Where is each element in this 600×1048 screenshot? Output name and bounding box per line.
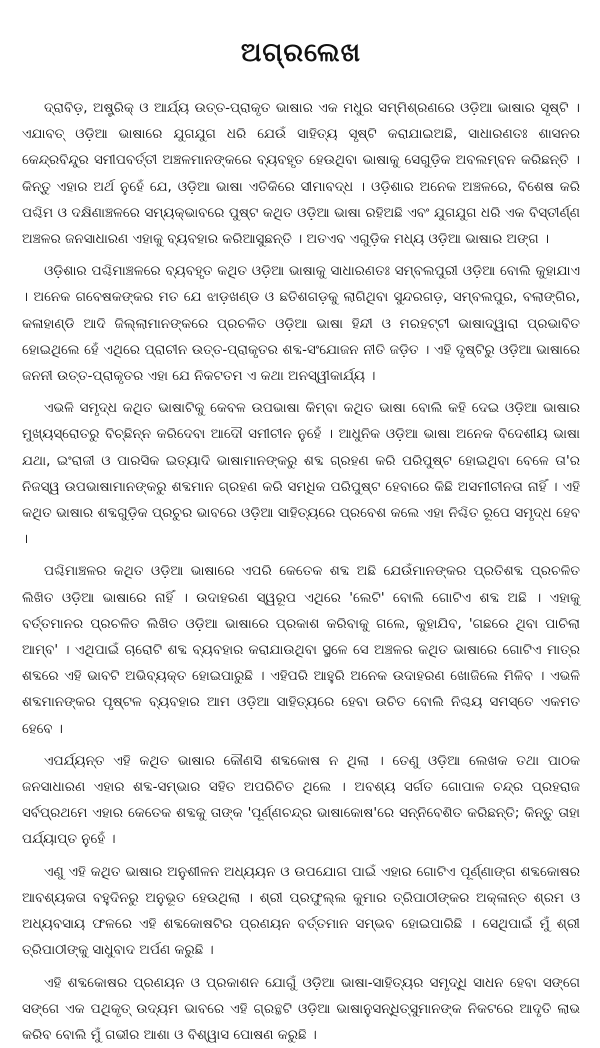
paragraph: ଏହି ଶବ୍ଦକୋଷର ପ୍ରଣୟନ ଓ ପ୍ରକାଶନ ଯୋଗୁଁ ଓଡ଼ିଆ ଭାଷା-ସାହିତ୍ୟର ସମୃଦ୍ଧି ସାଧନ ହେବା ସଙ୍ଗେ ସଙ୍ଗେ ଏକ ପଥିକୃତ୍ ଉଦ୍ୟମ ଭାବରେ ଏହି ଗ୍ରନ୍ଥଟି ଓଡ଼ିଆ ଭାଷାନୁସନ୍ଧିତ୍ସୁମାନଙ୍କ ନିକଟରେ ଆଦୃତି ଲାଭ କରିବ ବୋଲି ମୁଁ ଗଭୀର ଆଶା ଓ ବିଶ୍ୱାସ ପୋଷଣ କରୁଛି । [22, 970, 580, 1048]
paragraph: ପଶ୍ଚିମାଞ୍ଚଳର କଥିତ ଓଡ଼ିଆ ଭାଷାରେ ଏପରି କେତେକ ଶବ୍ଦ ଅଛି ଯେଉଁମାନଙ୍କର ପ୍ରତିଶବ୍ଦ ପ୍ରଚଳିତ ଲିଖିତ ଓଡ଼ିଆ ଭାଷାରେ ନାହିଁ । ଉଦାହରଣ ସ୍ୱରୂପ ଏଥିରେ 'ଲେଟି' ବୋଲି ଗୋଟିଏ ଶବ୍ଦ ଅଛି । ଏହାକୁ ବର୍ତ୍ତମାନର ପ୍ରଚଳିତ ଲିଖିତ ଓଡ଼ିଆ ଭାଷାରେ ପ୍ରକାଶ କରିବାକୁ ଗଲେ, କୁହାଯିବ, 'ଗଛରେ ଥିବା ପାଚିଲା ଆମ୍ବ' । ଏଥିପାଇଁ ଚାରୋଟି ଶବ୍ଦ ବ୍ୟବହାର କରାଯାଉଥିବା ସ୍ଥଳେ ସେ ଅଞ୍ଚଳର କଥିତ ଭାଷାରେ ଗୋଟିଏ ମାତ୍ର ଶବ୍ଦରେ ଏହି ଭାବଟି ଅଭିବ୍ୟକ୍ତ ହୋଇପାରୁଛି । ଏହିପରି ଆହୁରି ଅନେକ ଉଦାହରଣ ଖୋଜିଲେ ମିଳିବ । ଏଭଳି ଶବ୍ଦମାନଙ୍କର ପୃଷ୍ଟଳ ବ୍ୟବହାର ଆମ ଓଡ଼ିଆ ସାହିତ୍ୟରେ ହେବା ଉଚିତ ବୋଲି ନିଶ୍ଚୟ ସମସ୍ତେ ଏକମତ ହେବେ । [22, 558, 580, 741]
paragraph: ଦ୍ରାବିଡ଼, ଅଷ୍ଟ୍ରିକ୍ ଓ ଆର୍ଯ୍ୟ ଉତ୍ତ-ପ୍ରାକୃତ ଭାଷାର ଏକ ମଧୁର ସମ୍ମିଶ୍ରଣରେ ଓଡ଼ିଆ ଭାଷାର ସୃଷ୍ଟି । ଏଯାବତ୍ ଓଡ଼ିଆ ଭାଷାରେ ଯୁଗଯୁଗ ଧରି ଯେଉଁ ସାହିତ୍ୟ ସୃଷ୍ଟି କରାଯାଇଅଛି, ସାଧାରଣତଃ ଶାସନର କେନ୍ଦ୍ରବିନ୍ଦୁର ସମୀପବର୍ତ୍ତୀ ଅଞ୍ଚଳମାନଙ୍କରେ ବ୍ୟବହୃତ ହେଉଥିବା ଭାଷାକୁ ସେଗୁଡ଼ିକ ଅବଲମ୍ବନ କରିଛନ୍ତି । କିନ୍ତୁ ଏହାର ଅର୍ଥ ନୁହେଁ ଯେ, ଓଡ଼ିଆ ଭାଷା ଏତିକିରେ ସୀମାବଦ୍ଧ । ଓଡ଼ିଶାର ଅନେକ ଅଞ୍ଚଳରେ, ବିଶେଷ କରି ପଶ୍ଚିମ ଓ ଦକ୍ଷିଣାଞ୍ଚଳରେ ସମ୍ୟକ୍‌ଭାବରେ ପୁଷ୍ଟ କଥିତ ଓଡ଼ିଆ ଭାଷା ରହିଅଛି ଏବଂ ଯୁଗଯୁଗ ଧରି ଏକ ବିସ୍ତୀର୍ଣ୍ଣ ଅଞ୍ଚଳର ଜନସାଧାରଣ ଏହାକୁ ବ୍ୟବହାର କରିଆସୁଛନ୍ତି । ଅତଏବ ଏଗୁଡ଼ିକ ମଧ୍ୟ ଓଡ଼ିଆ ଭାଷାର ଅଙ୍ଗ । [22, 95, 580, 252]
page-title: ଅଗ୍ରଲେଖ [22, 38, 580, 69]
paragraph: ଏଭଳି ସମୃଦ୍ଧ କଥିତ ଭାଷାଟିକୁ କେବଳ ଉପଭାଷା କିମ୍ବା କଥିତ ଭାଷା ବୋଲି କହି ଦେଇ ଓଡ଼ିଆ ଭାଷାର ମୁଖ୍ୟସ୍ରୋତରୁ ବିଚ୍ଛିନ୍ନ କରିଦେବା ଆଦୌ ସମୀଚୀନ ନୁହେଁ । ଆଧୁନିକ ଓଡ଼ିଆ ଭାଷା ଅନେକ ବିଦେଶୀୟ ଭାଷା ଯଥା, ଇଂରାଜୀ ଓ ପାରସିକ ଇତ୍ୟାଦି ଭାଷାମାନଙ୍କରୁ ଶବ୍ଦ ଗ୍ରହଣ କରି ପରିପୁଷ୍ଟ ହୋଇଥିବା ବେଳେ ତା'ର ନିଜସ୍ୱ ଉପଭାଷାମାନଙ୍କରୁ ଶବ୍ଦମାନ ଗ୍ରହଣ କରି ସମଧିକ ପରିପୁଷ୍ଟ ହେବାରେ କିଛି ଅସମୀଚୀନତା ନାହିଁ । ଏହି କଥିତ ଭାଷାର ଶବ୍ଦଗୁଡ଼ିକ ପ୍ରଚୁର ଭାବରେ ଓଡ଼ିଆ ସାହିତ୍ୟରେ ପ୍ରବେଶ କଲେ ଏହା ନିଶ୍ଚିତ ରୂପେ ସମୃଦ୍ଧ ହେବ । [22, 395, 580, 552]
paragraph: ଏପର୍ଯ୍ୟନ୍ତ ଏହି କଥିତ ଭାଷାର କୌଣସି ଶବ୍ଦକୋଷ ନ ଥିଲା । ତେଣୁ ଓଡ଼ିଆ ଲେଖକ ତଥା ପାଠକ ଜନସାଧାରଣ ଏହାର ଶବ୍ଦ-ସମ୍ଭାର ସହିତ ଅପରିଚିତ ଥିଲେ । ଅବଶ୍ୟ ସର୍ଗତ ଗୋପାଳ ଚନ୍ଦ୍ର ପ୍ରହରାଜ ସର୍ବପ୍ରଥମେ ଏହାର କେତେକ ଶବ୍ଦକୁ ତାଙ୍କ 'ପୂର୍ଣ୍ଣଚନ୍ଦ୍ର ଭାଷାକୋଷ'ରେ ସନ୍ନିବେଶିତ କରିଛନ୍ତି; କିନ୍ତୁ ତାହା ପର୍ଯ୍ୟାପ୍ତ ନୁହେଁ । [22, 748, 580, 853]
paragraph: ଓଡ଼ିଶାର ପଶ୍ଚିମାଞ୍ଚଳରେ ବ୍ୟବହୃତ କଥିତ ଓଡ଼ିଆ ଭାଷାକୁ ସାଧାରଣତଃ ସମ୍ବଲପୁରୀ ଓଡ଼ିଆ ବୋଲି କୁହାଯାଏ । ଅନେକ ଗବେଷକଙ୍କର ମତ ଯେ ଝାଡ଼ଖଣ୍ଡ ଓ ଛତିଶଗଡ଼କୁ ଲାଗିଥିବା ସୁନ୍ଦରଗଡ଼, ସମ୍ବଲପୁର, ବଲାଙ୍ଗିର, କଳାହାଣ୍ଡି ଆଦି ଜିଲ୍ଲାମାନଙ୍କରେ ପ୍ରଚଳିତ ଓଡ଼ିଆ ଭାଷା ହିନ୍ଦୀ ଓ ମରହଟ୍ଟୀ ଭାଷାଦ୍ୱାରା ପ୍ରଭାବିତ ହୋଇଥିଲେ ହେଁ ଏଥିରେ ପ୍ରାଚୀନ ଉତ୍ତ-ପ୍ରାକୃତର ଶବ୍ଦ-ସଂଯୋଜନ ନୀତି ଜଡ଼ିତ । ଏହି ଦୃଷ୍ଟିରୁ ଓଡ଼ିଆ ଭାଷାରେ ଜନନୀ ଉତ୍ତ-ପ୍ରାକୃତର ଏହା ଯେ ନିକଟତମ ଏ କଥା ଅନସ୍ୱୀକାର୍ଯ୍ୟ । [22, 258, 580, 389]
paragraph: ଏଣୁ ଏହି କଥିତ ଭାଷାର ଅନୁଶୀଳନ ଅଧ୍ୟୟନ ଓ ଉପଯୋଗ ପାଇଁ ଏହାର ଗୋଟିଏ ପୂର୍ଣ୍ଣାଙ୍ଗ ଶବ୍ଦକୋଷର ଆବଶ୍ୟକତା ବହୁଦିନରୁ ଅନୁଭୂତ ହେଉଥିଲା । ଶ୍ରୀ ପ୍ରଫୁଲ୍ଲ କୁମାର ତ୍ରିପାଠୀଙ୍କର ଅକ୍ଳାନ୍ତ ଶ୍ରମ ଓ ଅଧ୍ୟବସାୟ ଫଳରେ ଏହି ଶବ୍ଦକୋଷଟିର ପ୍ରଣୟନ ବର୍ତ୍ତମାନ ସମ୍ଭବ ହୋଇପାରିଛି । ସେଥିପାଇଁ ମୁଁ ଶ୍ରୀ ତ୍ରିପାଠୀଙ୍କୁ ସାଧୁବାଦ ଅର୍ପଣ କରୁଛି । [22, 859, 580, 964]
